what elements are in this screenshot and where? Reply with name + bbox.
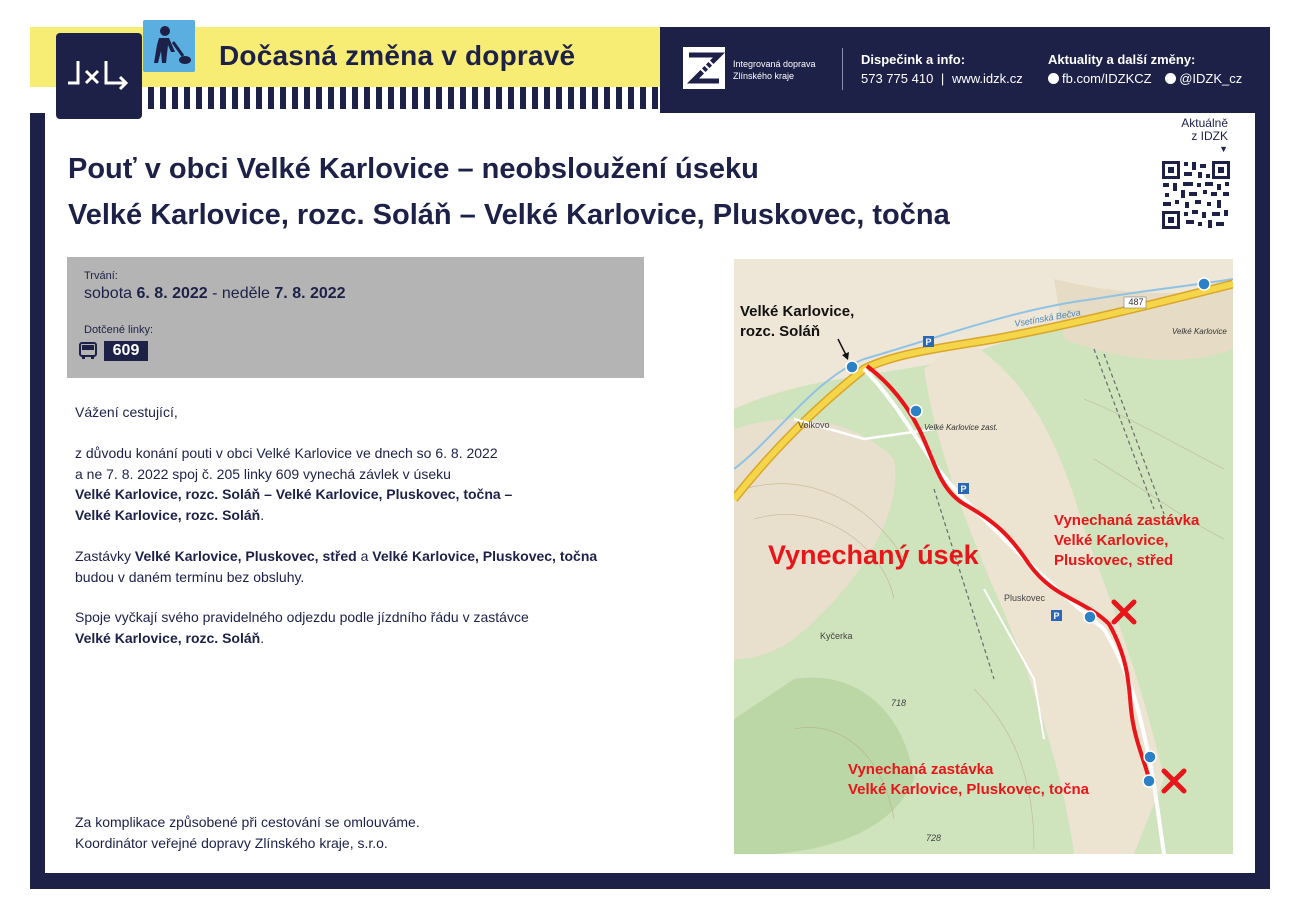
p1-route: Velké Karlovice, rozc. Soláň – Velké Karlovice, Pluskovec, točna – xyxy=(75,486,513,502)
svg-text:P: P xyxy=(1053,611,1060,621)
info-box xyxy=(67,257,644,378)
elevation-728: 728 xyxy=(926,833,942,843)
start-stop-label xyxy=(740,302,854,342)
twitter-link[interactable]: @IDZK_cz xyxy=(1179,71,1243,86)
p2-and: a xyxy=(356,548,373,564)
day-to: neděle xyxy=(221,285,270,302)
greeting: Vážení cestující, xyxy=(75,404,178,420)
title-line-2: Velké Karlovice, rozc. Soláň – Velké Karlovice, Pluskovec, točna xyxy=(68,199,950,231)
closing-line-1: Za komplikace způsobené při cestování se omlouváme. xyxy=(75,814,420,830)
paragraph-2 xyxy=(75,546,597,587)
qr-label-line2: z IDZK xyxy=(1191,129,1228,143)
dispatch-title: Dispečink a info: xyxy=(861,52,966,67)
skipped-stop-1-label xyxy=(1054,511,1199,571)
idzk-name-line1: Integrovaná doprava xyxy=(733,59,816,69)
p2-lead: Zastávky xyxy=(75,548,135,564)
p1-line-3 xyxy=(75,484,512,505)
p2-line-1 xyxy=(75,546,597,567)
detour-logo xyxy=(56,33,142,119)
social-links xyxy=(1048,71,1242,86)
duration-label: Trvání: xyxy=(84,270,118,282)
place-volkovo: Volkovo xyxy=(798,420,830,430)
headline: Dočasná změna v dopravě xyxy=(219,40,576,71)
facebook-link[interactable]: fb.com/IDZKCZ xyxy=(1062,71,1152,86)
place-velke-karlovice: Velké Karlovice xyxy=(1172,327,1227,336)
svg-text:P: P xyxy=(925,337,932,347)
dispatch-info xyxy=(861,71,1023,86)
qr-code[interactable] xyxy=(1161,160,1231,230)
twitter-icon xyxy=(1165,73,1176,84)
p1-route-end: Velké Karlovice, rozc. Soláň xyxy=(75,506,261,523)
closing-line-2: Koordinátor veřejné dopravy Zlínského kraje, s.r.o. xyxy=(75,834,388,851)
paragraph-3 xyxy=(75,607,529,648)
start-stop-line1: Velké Karlovice, xyxy=(740,303,855,320)
skipped-section-label: Vynechaný úsek xyxy=(768,540,979,570)
skipped-stop-2-label xyxy=(848,760,1089,800)
skipped-stop-1-line2: Velké Karlovice, xyxy=(1054,532,1169,549)
paragraph-1 xyxy=(75,443,512,525)
skipped-stop-2-line1: Vynechaná zastávka xyxy=(848,761,994,778)
p1-line-1: z důvodu konání pouti v obci Velké Karlovice ve dnech so 6. 8. 2022 xyxy=(75,445,498,461)
facebook-icon xyxy=(1048,73,1059,84)
place-pluskovec: Pluskovec xyxy=(1004,593,1046,603)
p2-line-2: budou v daném termínu bez obsluhy. xyxy=(75,568,305,585)
place-kycerka: Kyčerka xyxy=(820,631,853,641)
start-stop-line2: rozc. Soláň xyxy=(740,323,821,340)
page-title xyxy=(68,146,950,238)
stripe-decoration xyxy=(148,87,660,109)
idzk-name xyxy=(733,58,816,82)
qr-label xyxy=(1150,117,1228,156)
p3-line-2 xyxy=(75,628,529,649)
dispatch-web-link[interactable]: www.idzk.cz xyxy=(951,71,1023,86)
title-line-1: Pouť v obci Velké Karlovice – neobsloužení úseku xyxy=(68,153,759,185)
idzk-name-line2: Zlínského kraje xyxy=(733,71,795,81)
dispatch-phone[interactable]: 573 775 410 xyxy=(861,71,934,86)
place-vk-zast: Velké Karlovice zast. xyxy=(924,423,998,432)
duration-value xyxy=(84,285,346,303)
skipped-stop-1-line1: Vynechaná zastávka xyxy=(1054,512,1200,529)
date-from: 6. 8. 2022 xyxy=(136,285,208,302)
dispatch-separator: | xyxy=(940,71,945,86)
closing xyxy=(75,812,420,853)
skipped-stop-2-line2: Velké Karlovice, Pluskovec, točna xyxy=(848,781,1089,798)
road-number: 487 xyxy=(1128,297,1144,307)
p3-line-1: Spoje vyčkají svého pravidelného odjezdu podle jízdního řádu v zastávce xyxy=(75,609,529,625)
route-map xyxy=(734,259,1233,854)
qr-arrow-icon: ▼ xyxy=(1219,144,1228,154)
skipped-stop-1-line3: Pluskovec, střed xyxy=(1054,552,1174,569)
news-title: Aktuality a další změny: xyxy=(1048,52,1196,67)
bus-icon xyxy=(78,341,98,361)
qr-label-line1: Aktuálně xyxy=(1181,116,1228,130)
idzk-logo xyxy=(683,47,725,89)
day-from: sobota xyxy=(84,285,133,302)
svg-text:P: P xyxy=(960,484,967,494)
p3-period: . xyxy=(260,629,265,646)
header-divider xyxy=(842,48,843,90)
p1-line-4 xyxy=(75,505,512,526)
p1-line-2: a ne 7. 8. 2022 spoj č. 205 linky 609 vynechá závlek v úseku xyxy=(75,465,451,482)
lines-label: Dotčené linky: xyxy=(84,324,154,336)
p2-stop-2: Velké Karlovice, Pluskovec, točna xyxy=(372,548,598,564)
detour-icon xyxy=(64,53,134,97)
p3-stop: Velké Karlovice, rozc. Soláň xyxy=(75,629,261,646)
elevation-718: 718 xyxy=(891,698,907,708)
p2-stop-1: Velké Karlovice, Pluskovec, střed xyxy=(134,548,357,564)
date-dash: - xyxy=(212,285,218,302)
date-to: 7. 8. 2022 xyxy=(274,285,346,302)
road-work-icon xyxy=(143,20,195,72)
line-badge-609[interactable]: 609 xyxy=(104,341,148,361)
p1-period: . xyxy=(260,506,265,523)
river-label: Vsetínská Bečva xyxy=(1013,307,1082,329)
